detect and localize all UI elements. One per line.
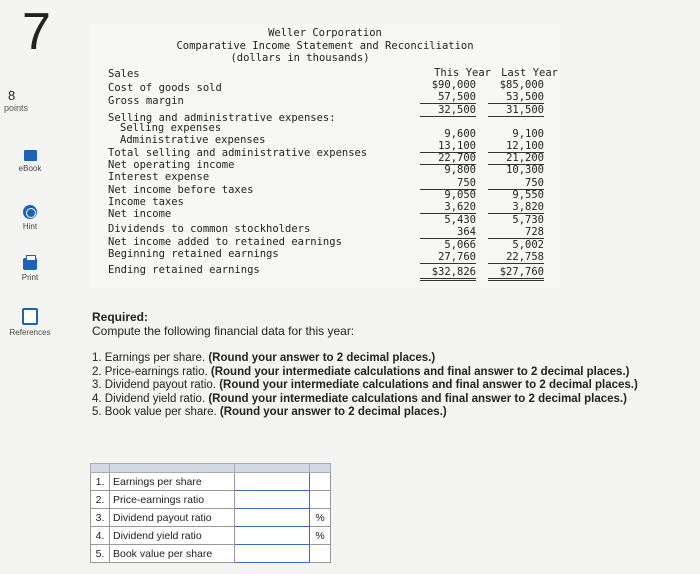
question-number: 7 — [22, 3, 51, 61]
references-icon — [22, 308, 38, 325]
book-value-input[interactable] — [235, 545, 310, 563]
dividend-yield-input[interactable] — [235, 527, 310, 545]
requirement-instruction: (Round your answer to 2 decimal places.) — [219, 406, 447, 418]
eps-input[interactable] — [235, 473, 310, 491]
col-header-this-year: This Year — [434, 67, 491, 79]
row-label: Net income — [108, 208, 172, 220]
answer-row — [91, 545, 331, 563]
this-year-value: 57,500 — [420, 91, 476, 104]
col-header-last-year: Last Year — [501, 67, 558, 79]
required-section — [92, 310, 354, 338]
answer-unit — [310, 545, 331, 563]
this-year-value: 22,700 — [420, 152, 476, 165]
required-heading: Required: — [92, 310, 149, 324]
row-label: Interest expense — [108, 171, 210, 183]
company-name: Weller Corporation — [268, 27, 382, 39]
answer-number: 3. — [91, 509, 110, 527]
references-link[interactable] — [0, 308, 60, 337]
statement-units: (dollars in thousands) — [230, 52, 370, 64]
answer-table — [90, 463, 331, 563]
this-year-value: $90,000 — [431, 79, 476, 91]
ebook-link[interactable] — [0, 150, 60, 173]
answer-unit — [310, 491, 331, 509]
this-year-value: 9,800 — [444, 164, 476, 176]
last-year-value: 3,820 — [488, 201, 544, 214]
answer-number: 1. — [91, 473, 110, 491]
row-label: Sales — [108, 68, 140, 80]
this-year-value: 5,430 — [444, 214, 476, 226]
answer-number: 4. — [91, 527, 110, 545]
answer-unit: % — [310, 527, 331, 545]
this-year-value: 5,066 — [444, 239, 476, 251]
ebook-label: eBook — [18, 164, 42, 173]
answer-number: 5. — [91, 545, 110, 563]
answer-unit: % — [310, 509, 331, 527]
last-year-value: 12,100 — [488, 140, 544, 153]
this-year-value: 9,600 — [444, 128, 476, 140]
points-value: 8 — [8, 88, 16, 103]
answer-row — [91, 509, 331, 527]
answer-label: Earnings per share — [110, 473, 235, 491]
last-year-value: 9,100 — [512, 128, 544, 140]
income-statement — [90, 24, 560, 288]
hint-label: Hint — [22, 222, 38, 231]
this-year-value: 27,760 — [420, 251, 476, 264]
dividend-payout-input[interactable] — [235, 509, 310, 527]
requirements-list — [92, 352, 638, 420]
requirement-text: 3. Dividend payout ratio. — [92, 379, 220, 391]
requirement-text: 1. Earnings per share. — [92, 352, 209, 364]
requirement-item — [92, 366, 638, 380]
statement-title: Comparative Income Statement and Reconciliation — [176, 40, 474, 52]
answer-unit — [310, 473, 331, 491]
answer-label: Dividend payout ratio — [110, 509, 235, 527]
print-label: Print — [21, 273, 39, 282]
row-label: Income taxes — [108, 196, 184, 208]
answer-number: 2. — [91, 491, 110, 509]
row-label: Selling expenses — [120, 122, 222, 134]
last-year-value: 9,550 — [512, 189, 544, 201]
print-link[interactable] — [0, 258, 60, 282]
last-year-value: 53,500 — [488, 91, 544, 104]
row-label: Cost of goods sold — [108, 82, 222, 94]
this-year-value: 3,620 — [420, 201, 476, 214]
row-label: Net income added to retained earnings — [108, 236, 342, 248]
this-year-value: 32,500 — [420, 104, 476, 117]
answer-row — [91, 527, 331, 545]
requirement-item — [92, 406, 638, 420]
answer-row — [91, 473, 331, 491]
row-label: Gross margin — [108, 95, 184, 107]
row-label: Selling and administrative expenses: — [108, 112, 336, 124]
last-year-value: 5,730 — [512, 214, 544, 226]
this-year-value: 750 — [420, 177, 476, 190]
row-label: Total selling and administrative expenses — [108, 147, 368, 159]
references-label: References — [9, 328, 51, 337]
answer-label: Price-earnings ratio — [110, 491, 235, 509]
this-year-value: 9,050 — [444, 189, 476, 201]
this-year-value: 13,100 — [420, 140, 476, 153]
row-label: Dividends to common stockholders — [108, 223, 311, 235]
print-icon — [23, 258, 37, 270]
row-label: Net income before taxes — [108, 184, 254, 196]
last-year-value: 5,002 — [512, 239, 544, 251]
requirement-instruction: (Round your intermediate calculations and final answer to 2 decimal places.) — [219, 379, 638, 391]
row-label: Beginning retained earnings — [108, 248, 279, 260]
row-label: Ending retained earnings — [108, 264, 260, 276]
points-label: points — [4, 103, 29, 113]
answer-table-header — [91, 464, 331, 473]
ebook-icon — [24, 150, 37, 161]
last-year-value: 10,300 — [506, 164, 544, 176]
last-year-value: $27,760 — [488, 266, 544, 281]
answer-label: Dividend yield ratio — [110, 527, 235, 545]
row-label: Net operating income — [108, 159, 235, 171]
requirement-text: 2. Price-earnings ratio. — [92, 365, 211, 378]
this-year-value: $32,826 — [420, 266, 476, 281]
last-year-value: 31,500 — [488, 104, 544, 117]
requirement-instruction: (Round your intermediate calculations and final answer to 2 decimal places.) — [210, 365, 630, 378]
answer-row — [91, 491, 331, 509]
requirement-item — [92, 379, 638, 393]
requirement-item — [92, 352, 638, 366]
last-year-value: 750 — [488, 177, 544, 190]
row-label: Administrative expenses — [120, 134, 266, 146]
hint-link[interactable] — [0, 205, 60, 231]
last-year-value: 22,758 — [488, 251, 544, 264]
this-year-value: 364 — [420, 226, 476, 239]
requirement-item — [92, 393, 638, 407]
pe-ratio-input[interactable] — [235, 491, 310, 509]
last-year-value: $85,000 — [499, 79, 544, 91]
last-year-value: 21,200 — [488, 152, 544, 165]
requirement-instruction: (Round your intermediate calculations and final answer to 2 decimal places.) — [208, 392, 627, 405]
hint-icon — [23, 205, 37, 219]
requirement-instruction: (Round your answer to 2 decimal places.) — [208, 352, 436, 364]
answer-label: Book value per share — [110, 545, 235, 563]
requirement-text: 5. Book value per share. — [92, 406, 220, 418]
requirement-text: 4. Dividend yield ratio. — [92, 392, 209, 405]
last-year-value: 728 — [488, 226, 544, 239]
required-prompt: Compute the following financial data for this year: — [92, 324, 355, 338]
